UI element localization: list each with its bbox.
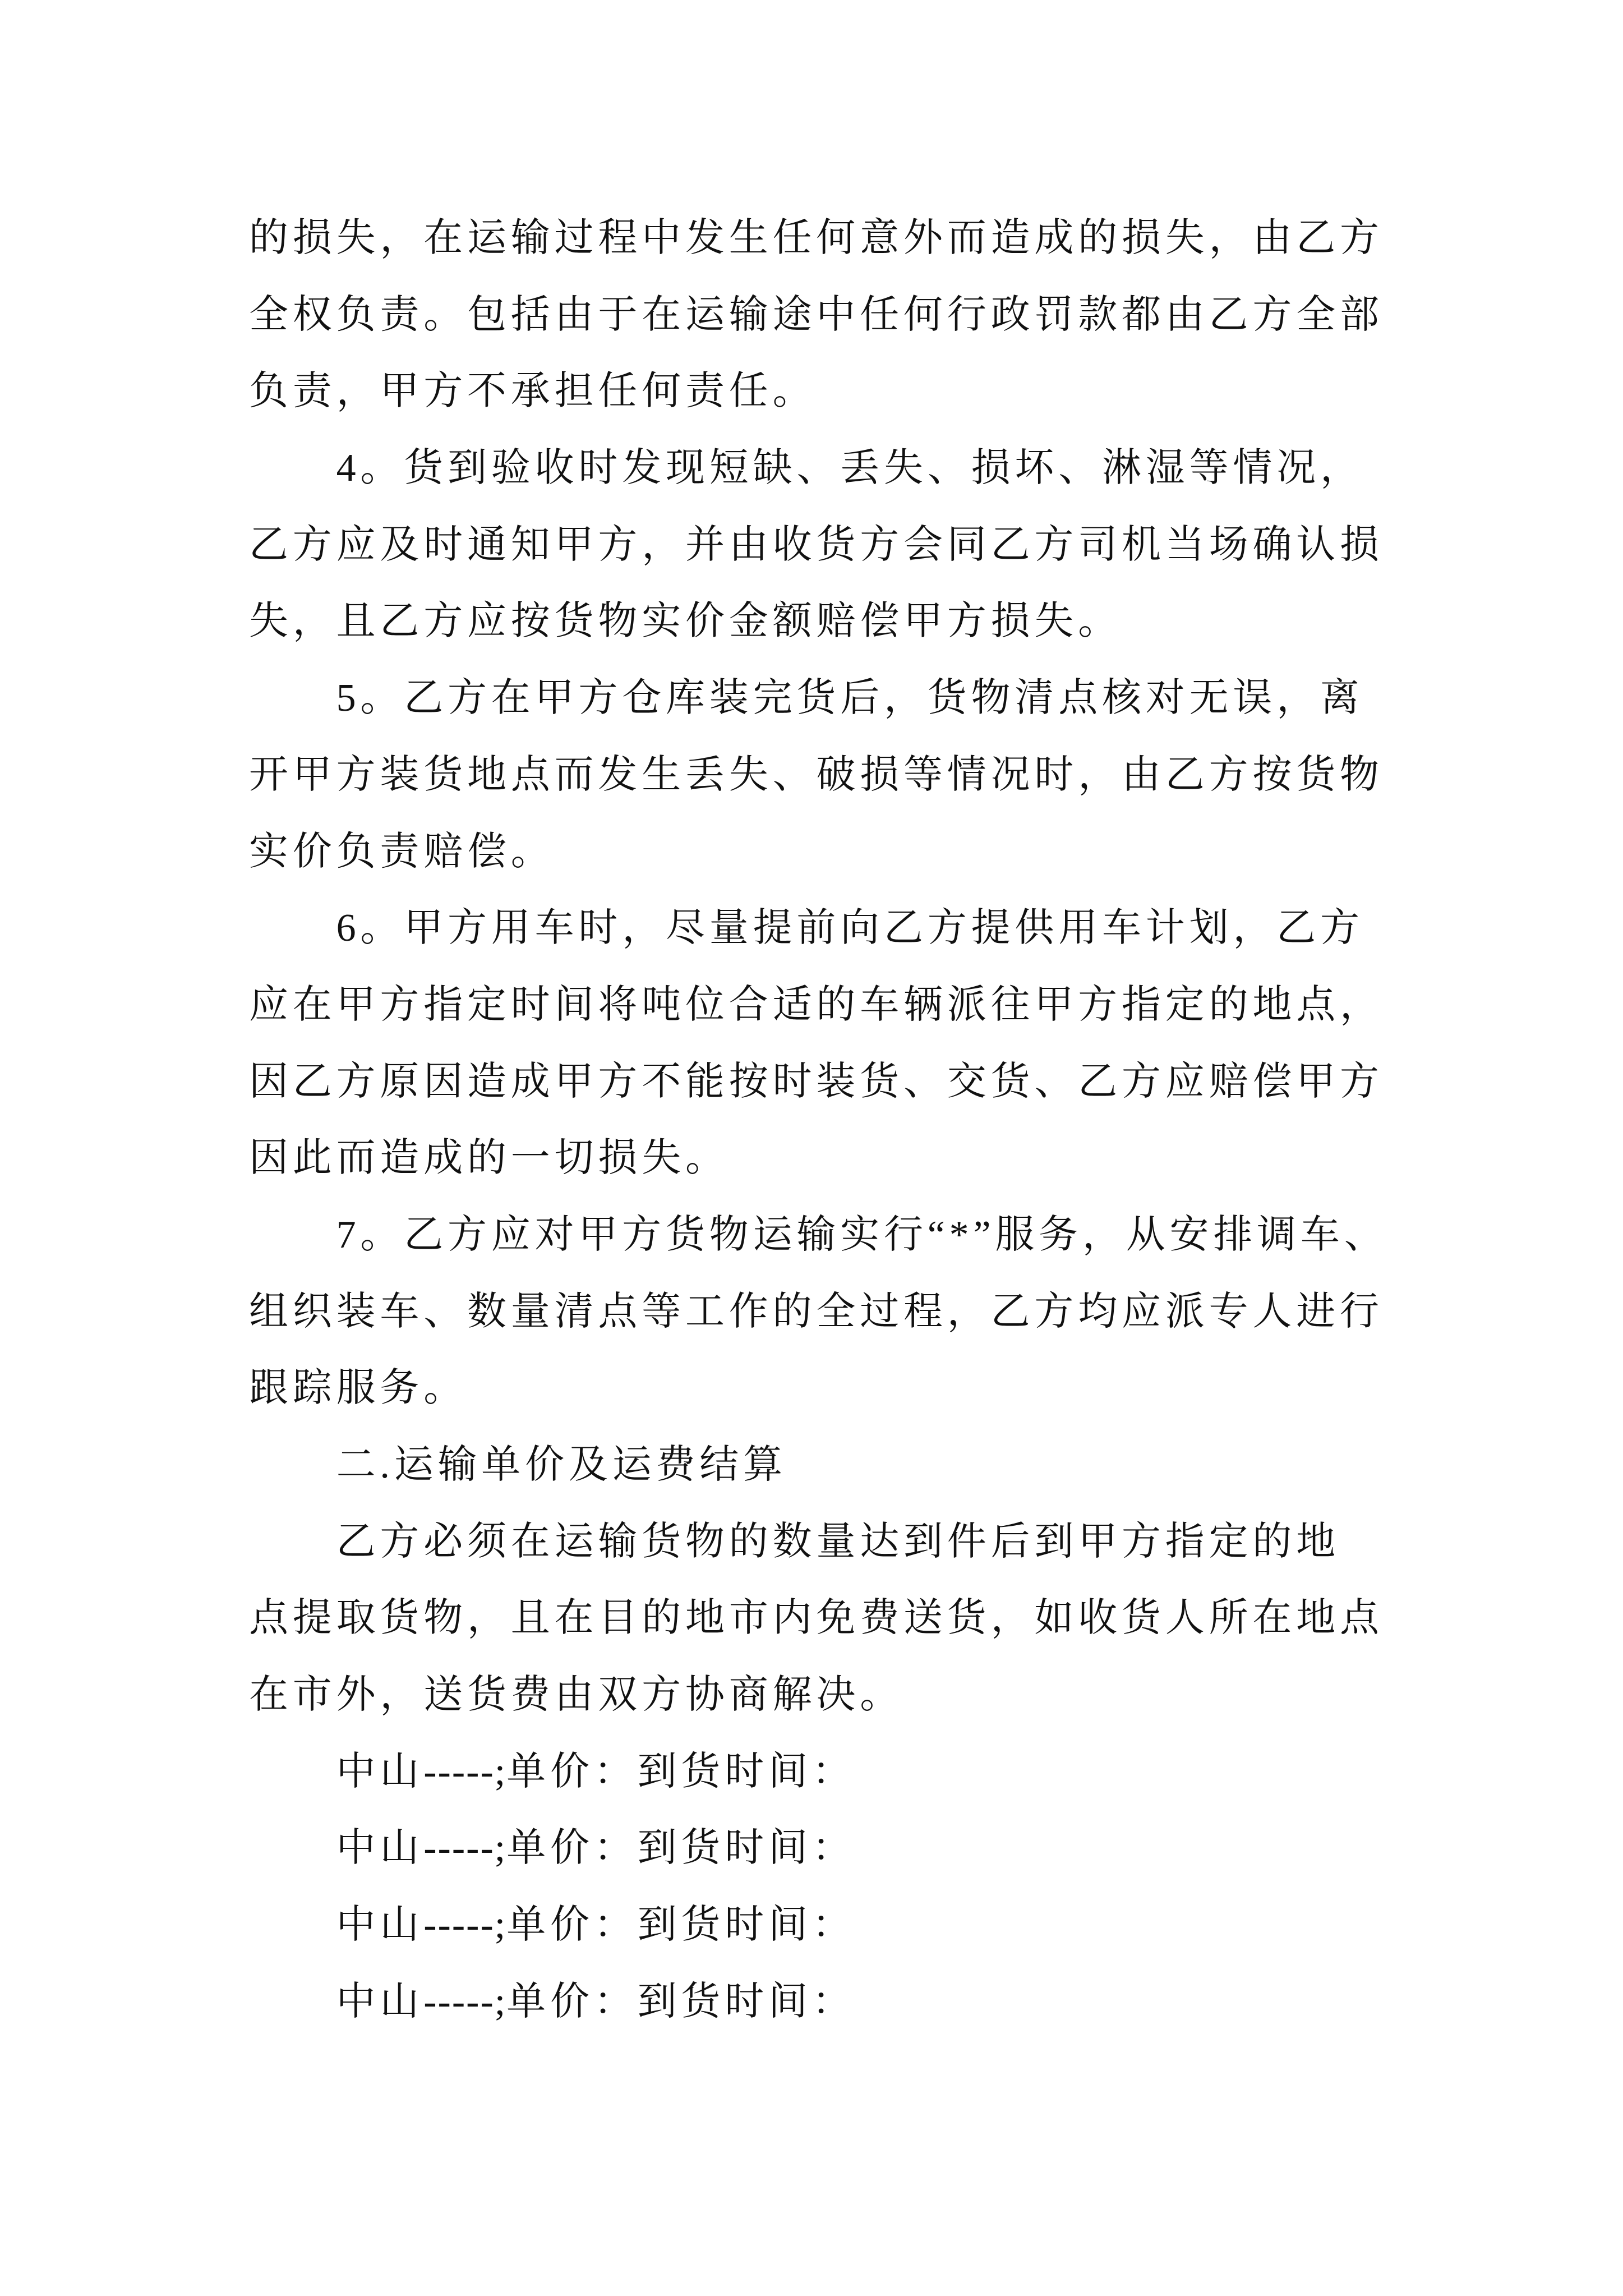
paragraph-line: 点提取货物，且在目的地市内免费送货，如收货人所在地点 (249, 1596, 1384, 1640)
paragraph-line: 实价负责赔偿。 (249, 830, 555, 873)
price-row (249, 1734, 1483, 1811)
paragraph-line: 的损失，在运输过程中发生任何意外而造成的损失，由乙方 (249, 217, 1384, 260)
price-row-arrival-time-label: 到货时间： (637, 1750, 856, 1793)
price-row-origin: 中山 (336, 1980, 424, 2023)
price-row-origin: 中山 (336, 1903, 424, 1947)
price-row-dashes: -----; (423, 1980, 507, 2023)
paragraph-line: 在市外，送货费由双方协商解决。 (249, 1673, 903, 1717)
price-row-dashes: -----; (423, 1826, 507, 1870)
paragraph-line: 乙方必须在运输货物的数量达到件后到甲方指定的地 (336, 1520, 1340, 1563)
paragraph-line: 乙方应及时通知甲方，并由收货方会同乙方司机当场确认损 (249, 523, 1384, 567)
price-row (249, 1810, 1483, 1887)
paragraph-line: 全权负责。包括由于在运输途中任何行政罚款都由乙方全部 (249, 293, 1384, 337)
settlement-paragraph (249, 1504, 1483, 1734)
paragraph-line: 因此而造成的一切损失。 (249, 1137, 729, 1180)
clause-6 (249, 890, 1483, 1197)
price-row-dashes: -----; (423, 1750, 507, 1793)
price-row-arrival-time-label: 到货时间： (637, 1826, 856, 1870)
price-row-unit-price-label: 单价： (506, 1750, 638, 1793)
paragraph-line: 跟踪服务。 (249, 1366, 467, 1410)
price-row (249, 1887, 1483, 1964)
clause-5 (249, 660, 1483, 890)
price-row-unit-price-label: 单价： (506, 1980, 638, 2023)
clause-7 (249, 1197, 1483, 1427)
price-list (249, 1734, 1483, 2041)
paragraph-line: 组织装车、数量清点等工作的全过程，乙方均应派专人进行 (249, 1290, 1384, 1333)
paragraph-line: 6。甲方用车时，尽量提前向乙方提供用车计划，乙方 (336, 907, 1364, 950)
price-row-unit-price-label: 单价： (506, 1903, 638, 1947)
price-row-dashes: -----; (423, 1903, 507, 1947)
price-row-origin: 中山 (336, 1826, 424, 1870)
price-row-origin: 中山 (336, 1750, 424, 1793)
paragraph-line: 负责，甲方不承担任何责任。 (249, 370, 817, 413)
paragraph-line: 应在甲方指定时间将吨位合适的车辆派往甲方指定的地点， (249, 983, 1384, 1027)
clause-4 (249, 430, 1483, 660)
paragraph-line: 5。乙方在甲方仓库装完货后，货物清点核对无误，离 (336, 677, 1364, 720)
paragraph-line: 4。货到验收时发现短缺、丢失、损坏、淋湿等情况， (336, 447, 1364, 490)
price-row-unit-price-label: 单价： (506, 1826, 638, 1870)
paragraph-line: 开甲方装货地点而发生丢失、破损等情况时，由乙方按货物 (249, 753, 1384, 797)
price-row-arrival-time-label: 到货时间： (637, 1980, 856, 2023)
price-row (249, 1964, 1483, 2041)
price-row-arrival-time-label: 到货时间： (637, 1903, 856, 1947)
paragraph-liability-continued (249, 200, 1483, 430)
paragraph-line: 7。乙方应对甲方货物运输实行“*”服务，从安排调车、 (336, 1213, 1388, 1257)
section-heading: 二.运输单价及运费结算 (336, 1443, 787, 1487)
paragraph-line: 失，且乙方应按货物实价金额赔偿甲方损失。 (249, 600, 1122, 643)
paragraph-line: 因乙方原因造成甲方不能按时装货、交货、乙方应赔偿甲方 (249, 1060, 1384, 1103)
document-body (249, 200, 1483, 2041)
